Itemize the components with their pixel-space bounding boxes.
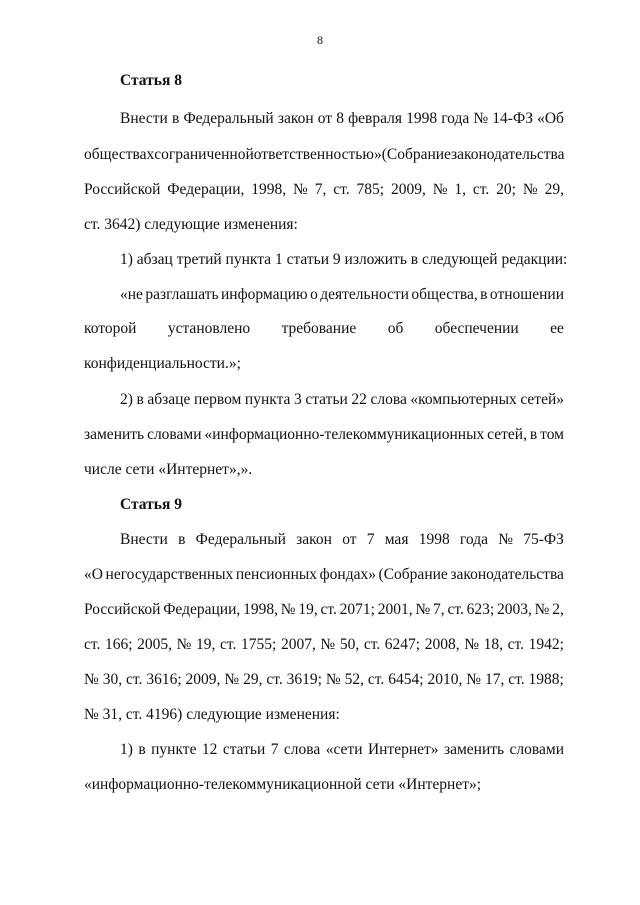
article-8-intro-line-3: Российской Федерации, 1998, № 7, ст. 785; 2009, № 1, ст. 20; № 29, xyxy=(84,181,564,198)
article-8-intro-line-1: Внести в Федеральный закон от 8 февраля 1998 года № 14-ФЗ «Об xyxy=(120,110,564,127)
article-8-item-2-line-3: числе сети «Интернет»,». xyxy=(84,461,253,478)
article-8-quote-line-2 xyxy=(84,320,564,338)
article-8-intro-line-4: ст. 3642) следующие изменения: xyxy=(84,216,298,233)
article-8-quote-line-1: «не разглашать информацию о деятельности общества, в отношении xyxy=(120,286,564,303)
page-number: 8 xyxy=(317,33,323,47)
article-8-quote-line-3: конфиденциальности.»; xyxy=(84,355,241,372)
quote-word-2: установлено xyxy=(167,320,251,337)
quote-word-6: ее xyxy=(550,320,564,337)
article-9-intro-line-3: Российской Федерации, 1998, № 19, ст. 2071; 2001, № 7, ст. 623; 2003, № 2, xyxy=(84,601,564,618)
quote-word-5: обеспечении xyxy=(434,320,519,337)
article-8-item-2-line-2: заменить словами «информационно-телекоммуникационных сетей, в том xyxy=(84,426,564,443)
article-8-item-1: 1) абзац третий пункта 1 статьи 9 изложить в следующей редакции: xyxy=(120,251,568,268)
article-9-intro-line-4: ст. 166; 2005, № 19, ст. 1755; 2007, № 50, ст. 6247; 2008, № 18, ст. 1942; xyxy=(84,636,564,653)
article-9-intro-line-6: № 31, ст. 4196) следующие изменения: xyxy=(84,706,340,723)
article-9-item-1-line-1: 1) в пункте 12 статьи 7 слова «сети Интернет» заменить словами xyxy=(120,741,564,758)
article-8-item-2-line-1: 2) в абзаце первом пункта 3 статьи 22 слова «компьютерных сетей» xyxy=(120,391,564,408)
article-8-intro-line-2: обществах с ограниченной ответственностью» (Собрание законодательства xyxy=(84,146,565,163)
quote-word-1: которой xyxy=(84,320,137,337)
article-8-heading: Статья 8 xyxy=(120,72,182,89)
article-9-intro-line-5: № 30, ст. 3616; 2009, № 29, ст. 3619; № 52, ст. 6454; 2010, № 17, ст. 1988; xyxy=(84,671,564,688)
quote-word-3: требование xyxy=(281,320,357,337)
quote-word-4: об xyxy=(387,320,404,337)
article-9-intro-line-1: Внести в Федеральный закон от 7 мая 1998 года № 75-ФЗ xyxy=(120,531,564,548)
article-9-item-1-line-2: «информационно-телекоммуникационной сети «Интернет»; xyxy=(84,776,482,793)
article-9-heading: Статья 9 xyxy=(120,496,182,513)
article-9-intro-line-2: «О негосударственных пенсионных фондах» (Собрание законодательства xyxy=(84,566,564,583)
